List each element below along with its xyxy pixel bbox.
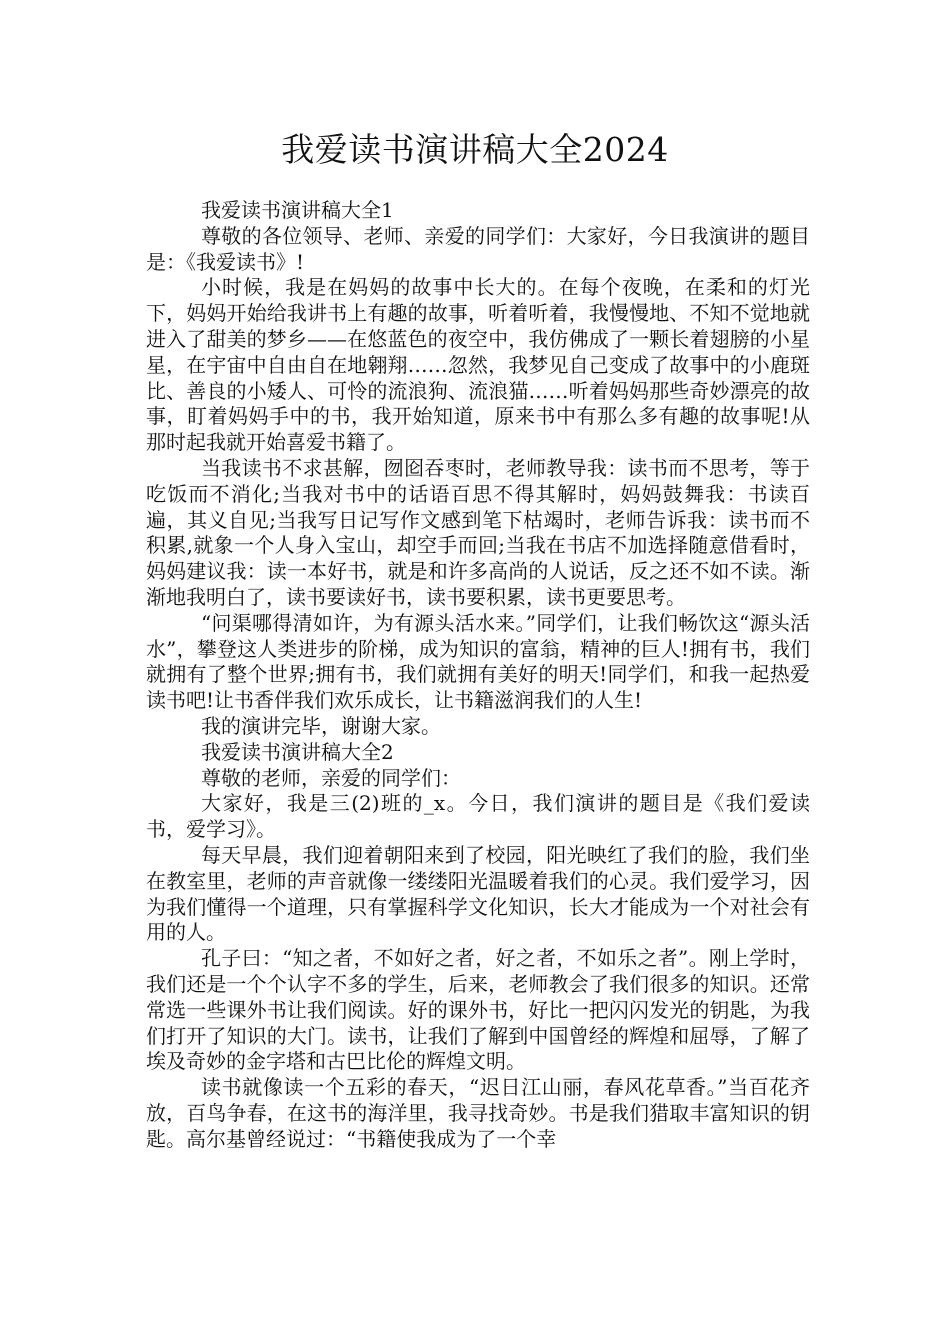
paragraph: 当我读书不求甚解，囫囵吞枣时，老师教导我：读书而不思考，等于吃饭而不消化;当我对书中的话语百思不得其解时，妈妈鼓舞我：书读百遍，其义自见;当我写日记写作文感到笔下枯竭时，老师告诉我：读书而不积累,就象一个人身入宝山，却空手而回;当我在书店不加选择随意借看时，妈妈建议我：读一本好书，就是和许多高尚的人说话，反之还不如不读。渐渐地我明白了，读书要读好书，读书要积累，读书更要思考。 — [146, 455, 810, 609]
paragraph: 大家好，我是三(2)班的_x。今日，我们演讲的题目是《我们爱读书，爱学习》。 — [146, 791, 810, 842]
paragraph: 孔子曰：“知之者，不如好之者，好之者，不如乐之者”。刚上学时，我们还是一个个认字不多的学生，后来，老师教会了我们很多的知识。还常常选一些课外书让我们阅读。好的课外书，好比一把闪闪发光的钥匙，为我们打开了知识的大门。读书，让我们了解到中国曾经的辉煌和屈辱，了解了埃及奇妙的金字塔和古巴比伦的辉煌文明。 — [146, 946, 810, 1074]
paragraph: 小时候，我是在妈妈的故事中长大的。在每个夜晚，在柔和的灯光下，妈妈开始给我讲书上有趣的故事，听着听着，我慢慢地、不知不觉地就进入了甜美的梦乡——在悠蓝色的夜空中，我仿佛成了一颗长着翅膀的小星星，在宇宙中自由自在地翱翔……忽然，我梦见自己变成了故事中的小鹿斑比、善良的小矮人、可怜的流浪狗、流浪猫……听着妈妈那些奇妙漂亮的故事，盯着妈妈手中的书，我开始知道，原来书中有那么多有趣的故事呢!从那时起我就开始喜爱书籍了。 — [146, 275, 810, 455]
paragraph: 我的演讲完毕，谢谢大家。 — [201, 713, 441, 738]
document-body — [146, 198, 810, 1152]
paragraph: 读书就像读一个五彩的春天，“迟日江山丽，春风花草香。”当百花齐放，百鸟争春，在这书的海洋里，我寻找奇妙。书是我们猎取丰富知识的钥匙。高尔基曾经说过：“书籍使我成为了一个幸 — [146, 1075, 810, 1151]
document-title: 我爱读书演讲稿大全2024 — [281, 130, 669, 169]
paragraph: 每天早晨，我们迎着朝阳来到了校园，阳光映红了我们的脸，我们坐在教室里，老师的声音就像一缕缕阳光温暖着我们的心灵。我们爱学习，因为我们懂得一个道理，只有掌握科学文化知识，长大才能成为一个对社会有用的人。 — [146, 842, 810, 945]
paragraph: “问渠哪得清如许，为有源头活水来。”同学们，让我们畅饮这“源头活水”，攀登这人类进步的阶梯，成为知识的富翁，精神的巨人!拥有书，我们就拥有了整个世界;拥有书，我们就拥有美好的明天!同学们，和我一起热爱读书吧!让书香伴我们欢乐成长，让书籍滋润我们的人生! — [146, 610, 810, 713]
section-heading-1: 我爱读书演讲稿大全1 — [201, 198, 394, 222]
paragraph: 尊敬的老师，亲爱的同学们： — [201, 765, 461, 790]
section-heading-2: 我爱读书演讲稿大全2 — [201, 739, 394, 764]
paragraph: 尊敬的各位领导、老师、亲爱的同学们：大家好，今日我演讲的题目是：《我爱读书》! — [146, 223, 810, 274]
